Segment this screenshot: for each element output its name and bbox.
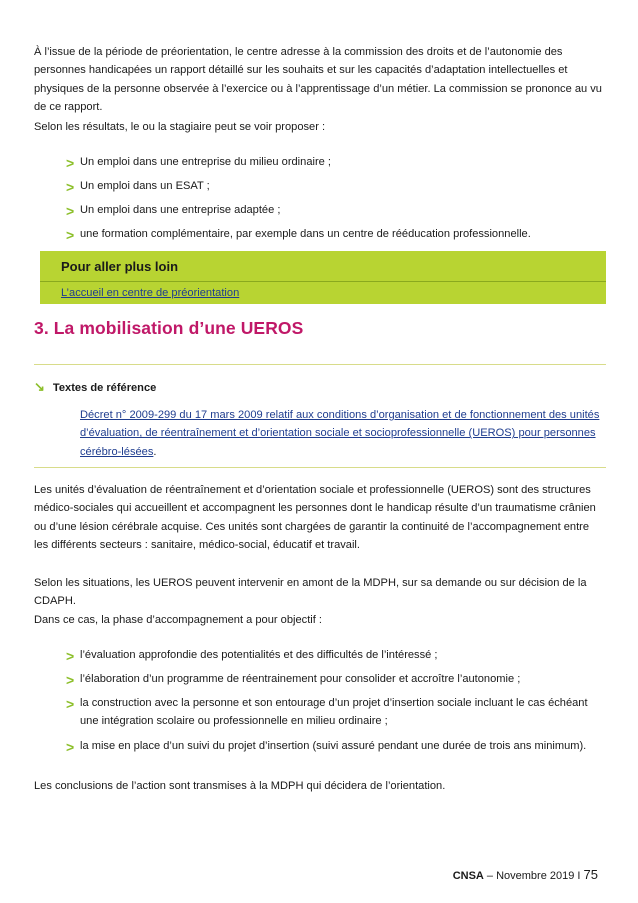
section-paragraph-3: Dans ce cas, la phase d’accompagnement a pour objectif :	[34, 614, 322, 626]
list-item: > Un emploi dans une entreprise adaptée ;	[66, 203, 281, 219]
divider	[34, 364, 606, 365]
further-reading-row	[40, 281, 606, 304]
footer-org: CNSA	[452, 870, 484, 882]
reference-heading: ↘ Textes de référence	[34, 379, 157, 394]
section-paragraph-2: Selon les situations, les UEROS peuvent intervenir en amont de la MDPH, sur sa demande ou sur décision de la CDAPH.	[34, 577, 587, 608]
page-footer	[453, 867, 598, 884]
list-item: > l’élaboration d’un programme de réentrainement pour consolider et accroître l’autonomie ;	[66, 672, 521, 688]
divider	[34, 467, 606, 468]
reference-text: Décret n° 2009-299 du 17 mars 2009 relatif aux conditions d’organisation et de fonctionnement des unités d’évaluation, de réentraînement et d’orientation sociale et socioprofessionnelle (UEROS) pour personnes cérébro-lésées.	[80, 409, 600, 458]
footer-date: – Novembre 2019 I	[483, 870, 584, 882]
arrow-bullet-icon: >	[66, 672, 75, 688]
list-item: > l’évaluation approfondie des potentialités et des difficultés de l’intéressé ;	[66, 648, 438, 664]
arrow-bullet-icon: >	[66, 155, 75, 171]
arrow-bullet-icon: >	[66, 696, 75, 712]
arrow-bullet-icon: >	[66, 648, 75, 664]
arrow-bullet-icon: >	[66, 227, 75, 243]
intro-paragraph-2: Selon les résultats, le ou la stagiaire peut se voir proposer :	[34, 121, 326, 133]
further-reading-link[interactable]: L’accueil en centre de préorientation	[61, 287, 240, 299]
further-reading-box	[40, 251, 606, 304]
list-item: > Un emploi dans une entreprise du milieu ordinaire ;	[66, 155, 331, 171]
section-title: 3. La mobilisation d’une UEROS	[34, 318, 304, 338]
arrow-down-right-icon: ↘	[34, 379, 45, 394]
arrow-bullet-icon: >	[66, 739, 75, 755]
section-paragraph-4: Les conclusions de l’action sont transmises à la MDPH qui décidera de l’orientation.	[34, 780, 446, 792]
page-number: 75	[583, 867, 598, 882]
list-item: > Un emploi dans un ESAT ;	[66, 179, 210, 195]
further-reading-title: Pour aller plus loin	[61, 259, 179, 274]
arrow-bullet-icon: >	[66, 203, 75, 219]
section-paragraph-1: Les unités d’évaluation de réentraînement et d’orientation sociale et professionnelle (UEROS) sont des structures médico-sociales qui accueillent et accompagnent les personnes dont le handicap résulte d’un traumatisme crânien ou d’une lésion cérébrale acquise. Ces unités sont chargées de garantir la continuité de l’accompagnement entre les différents secteurs : sanitaire, médico-social, éducatif et travail.	[34, 484, 596, 552]
list-item: > une formation complémentaire, par exemple dans un centre de rééducation professionnelle.	[66, 227, 531, 243]
list-item: > la mise en place d’un suivi du projet d’insertion (suivi assuré pendant une durée de trois ans minimum).	[66, 739, 587, 755]
intro-paragraph-1: À l’issue de la période de préorientation, le centre adresse à la commission des droits et de l’autonomie des personnes handicapées un rapport détaillé sur les souhaits et sur les capacités d’adaptation intellectuelles et physiques de la personne observée à l’exercice ou à l’apprentissage d’un métier. La commission se prononce au vu de ce rapport.	[34, 46, 602, 114]
list-item: > la construction avec la personne et son entourage d’un projet d’insertion sociale incluant le cas échéant une intégration scolaire ou professionnelle en milieu ordinaire ;	[66, 696, 588, 728]
arrow-bullet-icon: >	[66, 179, 75, 195]
decree-link[interactable]: Décret n° 2009-299 du 17 mars 2009 relatif aux conditions d’organisation et de fonctionnement des unités d’évaluation, de réentraînement et d’orientation sociale et socioprofessionnelle (UEROS) pour personnes cérébro-lésées	[80, 409, 600, 458]
